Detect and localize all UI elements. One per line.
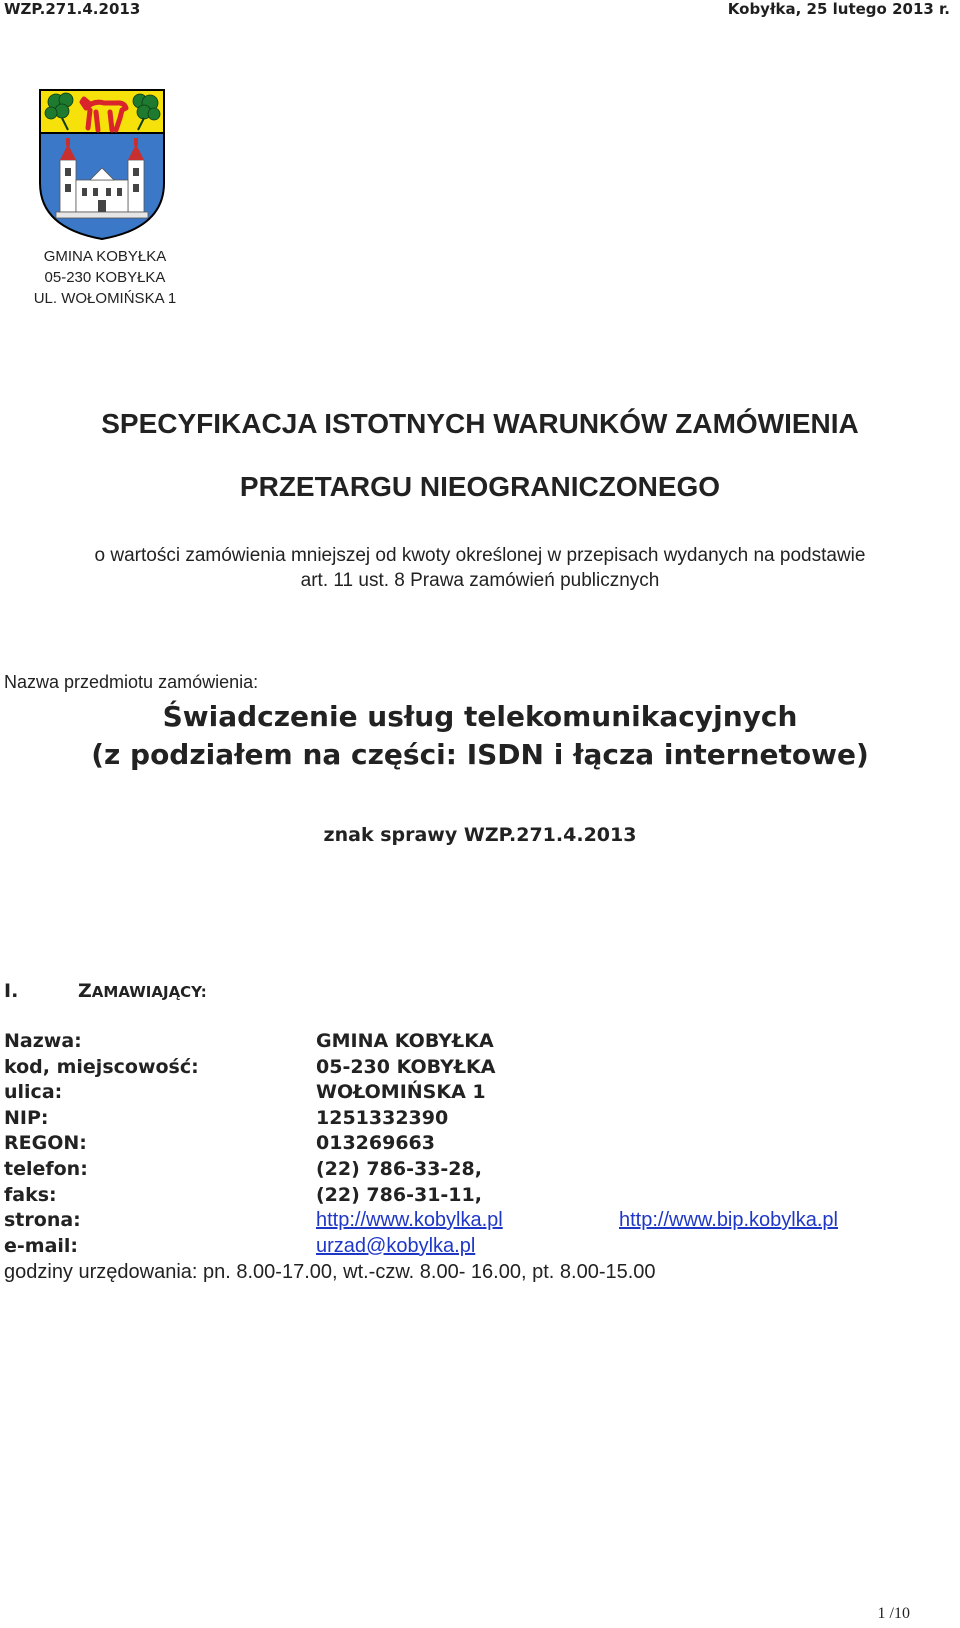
header-case-ref: WZP.271.4.2013 (4, 0, 141, 18)
info-row (4, 1158, 944, 1184)
info-label: faks: (4, 1183, 57, 1206)
email-row (4, 1235, 944, 1261)
document-title: SPECYFIKACJA ISTOTNYCH WARUNKÓW ZAMÓWIENIA (101, 408, 859, 439)
subject-label: Nazwa przedmiotu zamówienia: (4, 672, 259, 692)
issuer-postal: 05-230 KOBYŁKA (44, 269, 166, 286)
header-place-date: Kobyłka, 25 lutego 2013 r. (727, 0, 950, 18)
coat-of-arms-icon (38, 88, 166, 241)
email-link[interactable]: urzad@kobylka.pl (316, 1234, 476, 1257)
info-value: 05-230 KOBYŁKA (316, 1055, 496, 1078)
info-row (4, 1132, 944, 1158)
subject-line1: Świadczenie usług telekomunikacyjnych (162, 700, 798, 733)
website-label: strona: (4, 1209, 81, 1232)
subject-title (0, 698, 960, 774)
issuer-address (20, 246, 190, 309)
contracting-authority-table (4, 1030, 944, 1260)
document-title-line2: PRZETARGU NIEOGRANICZONEGO (239, 471, 721, 502)
info-value: (22) 786-31-11, (316, 1183, 482, 1206)
info-row (4, 1081, 944, 1107)
info-value: (22) 786-33-28, (316, 1157, 482, 1180)
info-row (4, 1056, 944, 1082)
subtitle-line2: art. 11 ust. 8 Prawa zamówień publicznych (300, 570, 660, 591)
document-subtitle (40, 543, 920, 593)
info-value: 013269663 (316, 1132, 435, 1155)
email-label: e-mail: (4, 1234, 79, 1257)
info-row (4, 1030, 944, 1056)
subtitle-line1: o wartości zamówienia mniejszej od kwoty określonej w przepisach wydanych na podstawie (94, 545, 866, 566)
info-value: 1251332390 (316, 1106, 449, 1129)
info-label: NIP: (4, 1106, 49, 1129)
case-sign: znak sprawy WZP.271.4.2013 (323, 824, 637, 846)
website-link[interactable]: http://www.kobylka.pl (316, 1209, 503, 1232)
info-label: ulica: (4, 1081, 63, 1104)
info-label: Nazwa: (4, 1030, 82, 1052)
section-number: I. (4, 980, 19, 1002)
info-label: telefon: (4, 1157, 88, 1180)
bip-website-link[interactable]: http://www.bip.kobylka.pl (619, 1209, 838, 1232)
info-label: REGON: (4, 1132, 87, 1155)
issuer-street: UL. WOŁOMIŃSKA 1 (33, 290, 177, 307)
office-hours: godziny urzędowania: pn. 8.00-17.00, wt.-czw. 8.00- 16.00, pt. 8.00-15.00 (4, 1261, 656, 1283)
info-label: kod, miejscowość: (4, 1055, 199, 1078)
section-title-initial: Z (78, 980, 92, 1002)
section-title-rest: AMAWIAJĄCY: (91, 983, 207, 1001)
info-value: GMINA KOBYŁKA (316, 1030, 494, 1052)
info-row (4, 1107, 944, 1133)
section-heading (4, 980, 207, 1002)
subject-line2: (z podziałem na części: ISDN i łącza internetowe) (91, 738, 869, 771)
page-number: 1 /10 (877, 1605, 910, 1622)
issuer-name: GMINA KOBYŁKA (43, 248, 167, 265)
website-row (4, 1209, 944, 1235)
info-value: WOŁOMIŃSKA 1 (316, 1081, 486, 1104)
info-row (4, 1184, 944, 1210)
